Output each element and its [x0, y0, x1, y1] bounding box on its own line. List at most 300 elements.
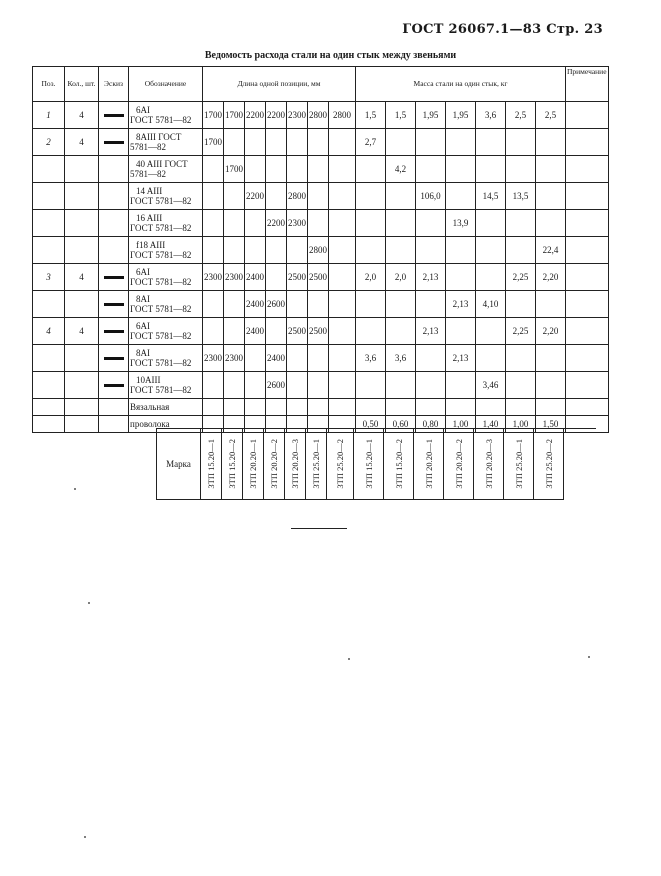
- mass-cell: 2,13: [416, 318, 446, 345]
- col-length: Длина одной позиции, мм: [203, 67, 356, 102]
- wire-mass-cell: 1,40: [476, 416, 506, 433]
- length-cell: [224, 372, 245, 399]
- table-row: [33, 264, 609, 291]
- mass-cell: [446, 372, 476, 399]
- mass-cell: 3,6: [356, 345, 386, 372]
- wire-label: Вязальная: [129, 399, 203, 416]
- designation-cell: [129, 264, 203, 291]
- length-cell: [203, 237, 224, 264]
- designation-grade: 8AIII ГОСТ: [136, 132, 182, 142]
- designation-grade: 8AI: [136, 348, 150, 358]
- wire-label: проволока: [129, 416, 203, 433]
- marka-code: 3ТП 15.20—2: [393, 439, 404, 489]
- mass-cell: 13,9: [446, 210, 476, 237]
- mass-cell: [386, 318, 416, 345]
- mass-cell: 4,10: [476, 291, 506, 318]
- rebar-sketch-icon: [104, 276, 124, 279]
- designation-grade: 40 AIII ГОСТ: [136, 159, 188, 169]
- table-row: [33, 210, 609, 237]
- empty-cell: [99, 399, 129, 416]
- designation-grade: 6AI: [136, 105, 150, 115]
- col-qty: Кол., шт.: [65, 67, 99, 102]
- table-row: [33, 156, 609, 183]
- marka-cell: [384, 429, 414, 500]
- length-cell: [308, 210, 329, 237]
- note-cell: [566, 237, 609, 264]
- length-cell: [266, 237, 287, 264]
- length-cell: 2500: [308, 318, 329, 345]
- marka-cell: [354, 429, 384, 500]
- marka-code: 3ТП 25.20—1: [311, 439, 321, 489]
- designation-grade: 16 AIII: [136, 213, 163, 223]
- wire-mass-cell: 0,60: [386, 416, 416, 433]
- mass-cell: [386, 129, 416, 156]
- note-cell: [566, 291, 609, 318]
- empty-cell: [99, 416, 129, 433]
- table-row: [33, 291, 609, 318]
- length-cell: 1700: [203, 129, 224, 156]
- mass-cell: [476, 237, 506, 264]
- designation-standard: ГОСТ 5781—82: [130, 196, 192, 206]
- designation-cell: [129, 210, 203, 237]
- row-qty: 4: [65, 129, 99, 156]
- length-cell: 2500: [308, 264, 329, 291]
- sketch-cell: [99, 345, 129, 372]
- length-cell: [224, 129, 245, 156]
- length-cell: [266, 156, 287, 183]
- length-cell: [266, 264, 287, 291]
- sketch-cell: [99, 237, 129, 264]
- marka-code: 3ТП 20.20—3: [290, 439, 300, 489]
- designation-cell: [129, 345, 203, 372]
- row-qty: [65, 210, 99, 237]
- length-cell: [329, 183, 356, 210]
- speck: [84, 836, 86, 838]
- length-cell: 2500: [287, 318, 308, 345]
- mass-cell: 1,5: [386, 102, 416, 129]
- mass-cell: [476, 129, 506, 156]
- mass-cell: 2,25: [506, 318, 536, 345]
- mass-cell: [386, 183, 416, 210]
- sketch-cell: [99, 372, 129, 399]
- wire-mass-cell: 1,00: [506, 416, 536, 433]
- row-pos: [33, 156, 65, 183]
- mass-cell: [356, 372, 386, 399]
- rebar-sketch-icon: [104, 384, 124, 387]
- marka-cell: [222, 429, 243, 500]
- col-designation: Обозначение: [129, 67, 203, 102]
- length-cell: [203, 291, 224, 318]
- mass-cell: 3,6: [386, 345, 416, 372]
- speck: [74, 488, 76, 490]
- length-cell: [245, 237, 266, 264]
- table-row: [33, 399, 609, 416]
- table-row: [33, 183, 609, 210]
- length-cell: 2600: [266, 291, 287, 318]
- length-cell: 2300: [224, 264, 245, 291]
- marka-cell: [504, 429, 534, 500]
- mass-cell: [446, 318, 476, 345]
- sketch-cell: [99, 156, 129, 183]
- designation-standard: ГОСТ 5781—82: [130, 385, 192, 395]
- length-cell: [203, 183, 224, 210]
- mass-cell: [416, 345, 446, 372]
- length-cell: [287, 291, 308, 318]
- mass-cell: [506, 345, 536, 372]
- page-header: ГОСТ 26067.1—83 Стр. 23: [402, 22, 603, 37]
- marka-cell: [306, 429, 327, 500]
- length-cell: [329, 210, 356, 237]
- marka-cell: [243, 429, 264, 500]
- length-cell: [329, 129, 356, 156]
- mass-cell: 2,5: [536, 102, 566, 129]
- sketch-cell: [99, 129, 129, 156]
- length-cell: 2800: [308, 237, 329, 264]
- mass-cell: [446, 156, 476, 183]
- mass-cell: [506, 129, 536, 156]
- table-row: [33, 318, 609, 345]
- mass-cell: [536, 372, 566, 399]
- note-cell: [566, 345, 609, 372]
- mass-cell: 106,0: [416, 183, 446, 210]
- row-pos: 2: [33, 129, 65, 156]
- marka-code: 3ТП 20.20—1: [423, 439, 434, 489]
- mass-cell: 1,95: [416, 102, 446, 129]
- mass-cell: [356, 291, 386, 318]
- length-cell: [224, 210, 245, 237]
- marka-cell: [264, 429, 285, 500]
- length-cell: [203, 156, 224, 183]
- rebar-sketch-icon: [104, 303, 124, 306]
- empty-cell: [446, 399, 476, 416]
- length-cell: 1700: [224, 102, 245, 129]
- sketch-cell: [99, 291, 129, 318]
- note-cell: [566, 372, 609, 399]
- table-row: [33, 372, 609, 399]
- mass-cell: [446, 183, 476, 210]
- marka-cell: [201, 429, 222, 500]
- wire-mass-cell: 1,50: [536, 416, 566, 433]
- mass-cell: [506, 372, 536, 399]
- steel-table: [32, 66, 609, 433]
- marka-code: 3ТП 25.20—1: [513, 439, 524, 489]
- marka-code: 3ТП 20.20—2: [453, 439, 464, 489]
- note-cell: [566, 210, 609, 237]
- marka-code: 3ТП 20.20—2: [269, 439, 279, 489]
- empty-cell: [65, 416, 99, 433]
- marka-label: Марка: [157, 429, 201, 500]
- note-cell: [566, 102, 609, 129]
- mass-cell: 2,5: [506, 102, 536, 129]
- mass-cell: 22,4: [536, 237, 566, 264]
- mass-cell: 1,95: [446, 102, 476, 129]
- designation-cell: [129, 318, 203, 345]
- marka-cell: [327, 429, 354, 500]
- marka-cell: [414, 429, 444, 500]
- mass-cell: 2,0: [386, 264, 416, 291]
- note-cell: [566, 183, 609, 210]
- empty-cell: [564, 429, 596, 500]
- mass-cell: 13,5: [506, 183, 536, 210]
- marka-code: 3ТП 15.20—1: [363, 439, 374, 489]
- empty-cell: [308, 399, 329, 416]
- table-row: [33, 102, 609, 129]
- mass-cell: 2,7: [356, 129, 386, 156]
- length-cell: [329, 291, 356, 318]
- marka-code: 3ТП 25.20—2: [543, 439, 554, 489]
- table-caption: Ведомость расхода стали на один стык между звеньями: [204, 50, 457, 61]
- mass-cell: 2,0: [356, 264, 386, 291]
- mass-cell: [356, 237, 386, 264]
- col-note: Примечание: [566, 67, 609, 102]
- mass-cell: 2,25: [506, 264, 536, 291]
- empty-cell: [536, 399, 566, 416]
- length-cell: [224, 291, 245, 318]
- wire-mass-cell: 1,00: [446, 416, 476, 433]
- length-cell: [245, 345, 266, 372]
- designation-standard: ГОСТ 5781—82: [130, 358, 192, 368]
- mass-cell: [506, 291, 536, 318]
- mass-cell: [476, 345, 506, 372]
- length-cell: 1700: [224, 156, 245, 183]
- length-cell: 2800: [287, 183, 308, 210]
- designation-standard: ГОСТ 5781—82: [130, 223, 192, 233]
- designation-grade: 8AI: [136, 294, 150, 304]
- mass-cell: [416, 291, 446, 318]
- mass-cell: [536, 291, 566, 318]
- length-cell: 2300: [287, 102, 308, 129]
- rebar-sketch-icon: [104, 357, 124, 360]
- length-cell: [287, 345, 308, 372]
- marka-table: [156, 428, 596, 500]
- mass-cell: 4,2: [386, 156, 416, 183]
- length-cell: [224, 318, 245, 345]
- col-sketch: Эскиз: [99, 67, 129, 102]
- mass-cell: [506, 210, 536, 237]
- row-pos: [33, 291, 65, 318]
- designation-cell: [129, 237, 203, 264]
- mass-cell: 2,13: [446, 291, 476, 318]
- designation-cell: [129, 156, 203, 183]
- length-cell: [308, 156, 329, 183]
- row-pos: 4: [33, 318, 65, 345]
- designation-grade: 14 AIII: [136, 186, 163, 196]
- row-qty: [65, 372, 99, 399]
- rebar-sketch-icon: [104, 330, 124, 333]
- mass-cell: [356, 318, 386, 345]
- mass-cell: [416, 372, 446, 399]
- row-pos: [33, 372, 65, 399]
- empty-cell: [33, 416, 65, 433]
- marka-cell: [474, 429, 504, 500]
- length-cell: 2600: [266, 372, 287, 399]
- length-cell: [308, 129, 329, 156]
- row-qty: [65, 291, 99, 318]
- length-cell: [329, 264, 356, 291]
- row-qty: [65, 345, 99, 372]
- length-cell: 2400: [266, 345, 287, 372]
- wire-mass-cell: 0,50: [356, 416, 386, 433]
- length-cell: 2500: [287, 264, 308, 291]
- length-cell: 2300: [203, 345, 224, 372]
- speck: [88, 602, 90, 604]
- length-cell: [245, 129, 266, 156]
- mass-cell: [416, 156, 446, 183]
- row-pos: [33, 183, 65, 210]
- designation-standard: ГОСТ 5781—82: [130, 331, 192, 341]
- mass-cell: [386, 291, 416, 318]
- length-cell: [287, 129, 308, 156]
- marka-code: 3ТП 20.20—3: [483, 439, 494, 489]
- length-cell: [329, 318, 356, 345]
- marka-code: 3ТП 15.20—1: [206, 439, 216, 489]
- empty-cell: [416, 399, 446, 416]
- length-cell: 2400: [245, 264, 266, 291]
- mass-cell: [416, 237, 446, 264]
- length-cell: [224, 183, 245, 210]
- mass-cell: 2,13: [416, 264, 446, 291]
- mass-cell: [386, 372, 416, 399]
- length-cell: [203, 372, 224, 399]
- empty-cell: [476, 399, 506, 416]
- mass-cell: [536, 210, 566, 237]
- empty-cell: [566, 399, 609, 416]
- mass-cell: 1,5: [356, 102, 386, 129]
- designation-standard: ГОСТ 5781—82: [130, 250, 192, 260]
- length-cell: [308, 345, 329, 372]
- length-cell: 2300: [287, 210, 308, 237]
- sketch-cell: [99, 102, 129, 129]
- mass-cell: [416, 210, 446, 237]
- designation-standard: 5781—82: [130, 169, 166, 179]
- length-cell: 2400: [245, 291, 266, 318]
- empty-cell: [506, 399, 536, 416]
- designation-cell: [129, 183, 203, 210]
- length-cell: [329, 345, 356, 372]
- sketch-cell: [99, 318, 129, 345]
- designation-cell: [129, 372, 203, 399]
- length-cell: 2300: [224, 345, 245, 372]
- row-qty: 4: [65, 264, 99, 291]
- designation-grade: 6AI: [136, 321, 150, 331]
- row-qty: 4: [65, 102, 99, 129]
- note-cell: [566, 129, 609, 156]
- sketch-cell: [99, 264, 129, 291]
- designation-grade: f18 AIII: [136, 240, 166, 250]
- length-cell: [203, 318, 224, 345]
- mass-cell: [386, 237, 416, 264]
- table-row: [33, 129, 609, 156]
- marka-cell: [285, 429, 306, 500]
- length-cell: 1700: [203, 102, 224, 129]
- empty-cell: [224, 399, 245, 416]
- mass-cell: [536, 345, 566, 372]
- designation-standard: ГОСТ 5781—82: [130, 277, 192, 287]
- length-cell: [245, 372, 266, 399]
- designation-cell: [129, 291, 203, 318]
- table-row: [33, 237, 609, 264]
- length-cell: [308, 372, 329, 399]
- empty-cell: [386, 399, 416, 416]
- marka-code: 3ТП 15.20—2: [227, 439, 237, 489]
- length-cell: 2300: [203, 264, 224, 291]
- empty-cell: [203, 399, 224, 416]
- designation-standard: ГОСТ 5781—82: [130, 304, 192, 314]
- note-cell: [566, 156, 609, 183]
- mass-cell: [506, 156, 536, 183]
- designation-grade: 10AIII: [136, 375, 161, 385]
- length-cell: 2800: [329, 102, 356, 129]
- mass-cell: [476, 318, 506, 345]
- mass-cell: [536, 183, 566, 210]
- row-pos: 3: [33, 264, 65, 291]
- mass-cell: [476, 156, 506, 183]
- empty-cell: [33, 399, 65, 416]
- mass-cell: [476, 210, 506, 237]
- empty-cell: [245, 399, 266, 416]
- mass-cell: 14,5: [476, 183, 506, 210]
- marka-cell: [534, 429, 564, 500]
- rebar-sketch-icon: [104, 114, 124, 117]
- designation-grade: 6AI: [136, 267, 150, 277]
- length-cell: [245, 156, 266, 183]
- mass-cell: [416, 129, 446, 156]
- rebar-sketch-icon: [104, 141, 124, 144]
- mass-cell: 2,20: [536, 318, 566, 345]
- mass-cell: 3,46: [476, 372, 506, 399]
- length-cell: [287, 372, 308, 399]
- length-cell: [287, 156, 308, 183]
- row-qty: [65, 237, 99, 264]
- mass-cell: [446, 237, 476, 264]
- row-pos: [33, 345, 65, 372]
- speck: [348, 658, 350, 660]
- mass-cell: [356, 183, 386, 210]
- length-cell: [329, 237, 356, 264]
- length-cell: [224, 237, 245, 264]
- empty-cell: [329, 399, 356, 416]
- col-pos: Поз.: [33, 67, 65, 102]
- row-pos: [33, 237, 65, 264]
- row-qty: 4: [65, 318, 99, 345]
- row-pos: [33, 210, 65, 237]
- length-cell: [329, 372, 356, 399]
- mass-cell: 2,20: [536, 264, 566, 291]
- length-cell: 2200: [245, 183, 266, 210]
- mass-cell: [446, 129, 476, 156]
- mass-cell: [506, 237, 536, 264]
- designation-standard: ГОСТ 5781—82: [130, 115, 192, 125]
- row-qty: [65, 183, 99, 210]
- sketch-cell: [99, 210, 129, 237]
- sketch-cell: [99, 183, 129, 210]
- speck: [588, 656, 590, 658]
- length-cell: 2200: [266, 210, 287, 237]
- length-cell: 2200: [266, 102, 287, 129]
- length-cell: [203, 210, 224, 237]
- mass-cell: [536, 129, 566, 156]
- empty-cell: [287, 399, 308, 416]
- mass-cell: [356, 210, 386, 237]
- marka-code: 3ТП 20.20—1: [248, 439, 258, 489]
- length-cell: [308, 291, 329, 318]
- wire-mass-cell: 0,80: [416, 416, 446, 433]
- mass-cell: 2,13: [446, 345, 476, 372]
- length-cell: 2200: [245, 102, 266, 129]
- note-cell: [566, 264, 609, 291]
- length-cell: [266, 318, 287, 345]
- length-cell: [329, 156, 356, 183]
